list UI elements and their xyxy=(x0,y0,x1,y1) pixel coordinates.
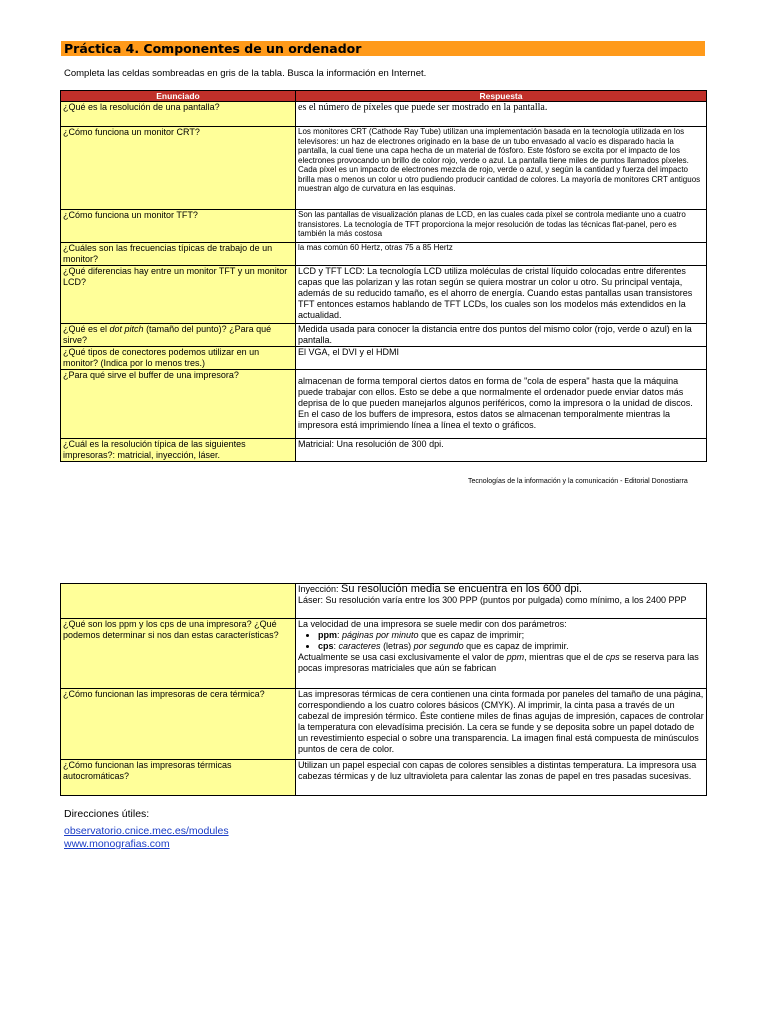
question-text: ¿Qué es el xyxy=(63,324,110,334)
footer-credit: Tecnologías de la información y la comunicación - Editorial Donostiarra xyxy=(468,478,688,485)
answer-cell[interactable]: Matricial: Una resolución de 300 dpi. xyxy=(296,439,707,462)
table-row xyxy=(61,347,707,370)
answer-cell[interactable]: Los monitores CRT (Cathode Ray Tube) utilizan una implementación basada en la tecnología utilizada en los televisores: un haz de electrones originado en la base de un tubo envasado al vacío es disparado hacia la pantalla, la cual tiene una capa hecha de un material de fósforo. Este fósforo se excita por el impacto de los electrones provocando un brillo de color rojo, verde o azul. La pantalla tiene miles de puntos llamados píxeles. Cada píxel es un impacto de electrones mezcla de rojo, verde o azul, y según la cantidad y fuerza del impacto brilla mas o menos un color u otro pudiendo producir cantidad de colores. La mayoría de monitores CRT antiguos muestran algo de curvatura en las esquinas. xyxy=(296,127,707,210)
question-cell[interactable]: ¿Qué tipos de conectores podemos utilizar en un monitor? (Indica por lo menos tres.) xyxy=(61,347,296,370)
inyeccion-label: Inyección: xyxy=(298,584,342,594)
list-item: • ppm: páginas por minuto que es capaz de imprimir; xyxy=(318,630,704,641)
cps-term: cps xyxy=(318,641,334,651)
question-cell[interactable]: ¿Para qué sirve el buffer de una impresora? xyxy=(61,370,296,439)
inyeccion-value: Su resolución media se encuentra en los 600 dpi. xyxy=(341,583,582,595)
table-row xyxy=(61,689,707,760)
answer-cell[interactable] xyxy=(296,584,707,619)
table-row xyxy=(61,102,707,127)
answer-cell[interactable]: El VGA, el DVI y el HDMI xyxy=(296,347,707,370)
question-cell[interactable]: ¿Cuáles son las frecuencias típicas de trabajo de un monitor? xyxy=(61,243,296,266)
table-row xyxy=(61,266,707,324)
question-cell[interactable]: ¿Cuál es la resolución típica de las siguientes impresoras?: matricial, inyección, láser. xyxy=(61,439,296,462)
laser-text: Láser: Su resolución varía entre los 300 PPP (puntos por pulgada) como mínimo, a los 2400 PPP xyxy=(298,595,687,605)
table-row xyxy=(61,127,707,210)
question-cell[interactable] xyxy=(61,584,296,619)
table-row xyxy=(61,619,707,689)
question-cell[interactable]: ¿Qué diferencias hay entre un monitor TFT y un monitor LCD? xyxy=(61,266,296,324)
ppm-term: ppm xyxy=(318,630,337,640)
instructions: Completa las celdas sombreadas en gris de la tabla. Busca la información en Internet. xyxy=(64,68,427,79)
question-cell[interactable]: ¿Cómo funcionan las impresoras térmicas autocromáticas? xyxy=(61,760,296,796)
question-cell[interactable]: ¿Cómo funciona un monitor CRT? xyxy=(61,127,296,210)
questions-table-continued xyxy=(60,583,707,796)
answer-text: que es capaz de imprimir. xyxy=(463,641,569,651)
answer-text: , mientras que el de xyxy=(524,652,606,662)
answer-cell[interactable]: es el número de píxeles que puede ser mostrado en la pantalla. xyxy=(296,102,707,127)
question-cell[interactable]: ¿Qué son los ppm y los cps de una impresora? ¿Qué podemos determinar si nos dan estas características? xyxy=(61,619,296,689)
link-monografias[interactable]: www.monografias.com xyxy=(64,838,170,850)
answer-text: La velocidad de una impresora se suele medir con dos parámetros: xyxy=(298,619,567,629)
answer-text: que es capaz de imprimir; xyxy=(418,630,525,640)
question-cell[interactable]: ¿Cómo funcionan las impresoras de cera térmica? xyxy=(61,689,296,760)
table-row xyxy=(61,210,707,243)
table-row xyxy=(61,243,707,266)
table-row xyxy=(61,324,707,347)
question-cell[interactable]: ¿Qué es la resolución de una pantalla? xyxy=(61,102,296,127)
table-row xyxy=(61,760,707,796)
ppm-definition: páginas por minuto xyxy=(342,630,419,640)
header-answer: Respuesta xyxy=(296,91,707,102)
question-cell[interactable]: ¿Cómo funciona un monitor TFT? xyxy=(61,210,296,243)
table-header xyxy=(61,91,707,102)
useful-links xyxy=(64,808,229,851)
answer-cell[interactable]: almacenan de forma temporal ciertos datos en forma de "cola de espera" hasta que la máquina puede trabajar con ellos. Esto se debe a que normalmente el ordenador puede enviar datos más deprisa de lo que pueden manejarlos algunos periféricos, como la impresora o la unidad de discos. En el caso de los buffers de impresora, estos datos se almacenan temporalmente mientras la impresora está imprimiendo línea a línea el texto o gráficos. xyxy=(296,370,707,439)
table-row xyxy=(61,439,707,462)
answer-text: se reserva para las pocas impresoras matriciales que aún se fabrican xyxy=(298,652,699,673)
header-question: Enunciado xyxy=(61,91,296,102)
speed-list xyxy=(298,630,704,652)
answer-cell[interactable]: la mas común 60 Hertz, otras 75 a 85 Hertz xyxy=(296,243,707,266)
table-row xyxy=(61,584,707,619)
list-item: • cps: caracteres (letras) por segundo que es capaz de imprimir. xyxy=(318,641,704,652)
question-cell[interactable] xyxy=(61,324,296,347)
page-title: Práctica 4. Componentes de un ordenador xyxy=(61,41,705,56)
answer-text: (letras) xyxy=(380,641,414,651)
answer-cell[interactable]: Utilizan un papel especial con capas de colores sensibles a distintas temperatura. La impresora usa cabezas térmicas y de luz ultravioleta para calentar las zonas de papel en tres pasadas sucesivas. xyxy=(296,760,707,796)
answer-cell[interactable] xyxy=(296,619,707,689)
cps-definition: caracteres xyxy=(338,641,381,651)
answer-cell[interactable]: Las impresoras térmicas de cera contienen una cinta formada por paneles del tamaño de una página, correspondiendo a los cuatro colores básicos (CMYK). Al imprimir, la cinta pasa a través de un cabezal de impresión térmico. Éste contiene miles de finas agujas de impresión, capaces de controlar la temperatura con elevadísima precisión. La cera se funde y se deposita sobre un papel dotado de un revestimiento especial o sobre una transparencia. La imagen final está compuesta de minúsculos puntos de cera de color. xyxy=(296,689,707,760)
answer-cell[interactable]: Medida usada para conocer la distancia entre dos puntos del mismo color (rojo, verde o azul) en la pantalla. xyxy=(296,324,707,347)
questions-table xyxy=(60,90,707,462)
question-term: dot pitch xyxy=(109,324,144,334)
answer-cell[interactable]: Son las pantallas de visualización planas de LCD, en las cuales cada píxel se controla mediante uno a cuatro transistores. La tecnología de TFT proporciona la mejor resolución de todas las técnicas flat-panel, pero es también la más costosa xyxy=(296,210,707,243)
links-label: Direcciones útiles: xyxy=(64,808,150,820)
link-observatorio[interactable]: observatorio.cnice.mec.es/modules xyxy=(64,825,229,837)
question-text: (tamaño del punto)? ¿Para qué sirve? xyxy=(63,324,272,345)
answer-term: cps xyxy=(605,652,620,662)
answer-cell[interactable]: LCD y TFT LCD: La tecnología LCD utiliza moléculas de cristal líquido colocadas entre diferentes capas que las polarizan y las rotan según se quiera mostrar un color u otro. Su principal ventaja, además de su reducido tamaño, es el ahorro de energía. Cuando estas pantallas usan transistores TFT entonces estamos hablando de TFT LCDs, los cuales son los modelos más extendidos en la actualidad. xyxy=(296,266,707,324)
table-row xyxy=(61,370,707,439)
answer-term: ppm xyxy=(506,652,525,662)
answer-text: Actualmente se usa casi exclusivamente el valor de xyxy=(298,652,507,662)
cps-definition: por segundo xyxy=(413,641,464,651)
